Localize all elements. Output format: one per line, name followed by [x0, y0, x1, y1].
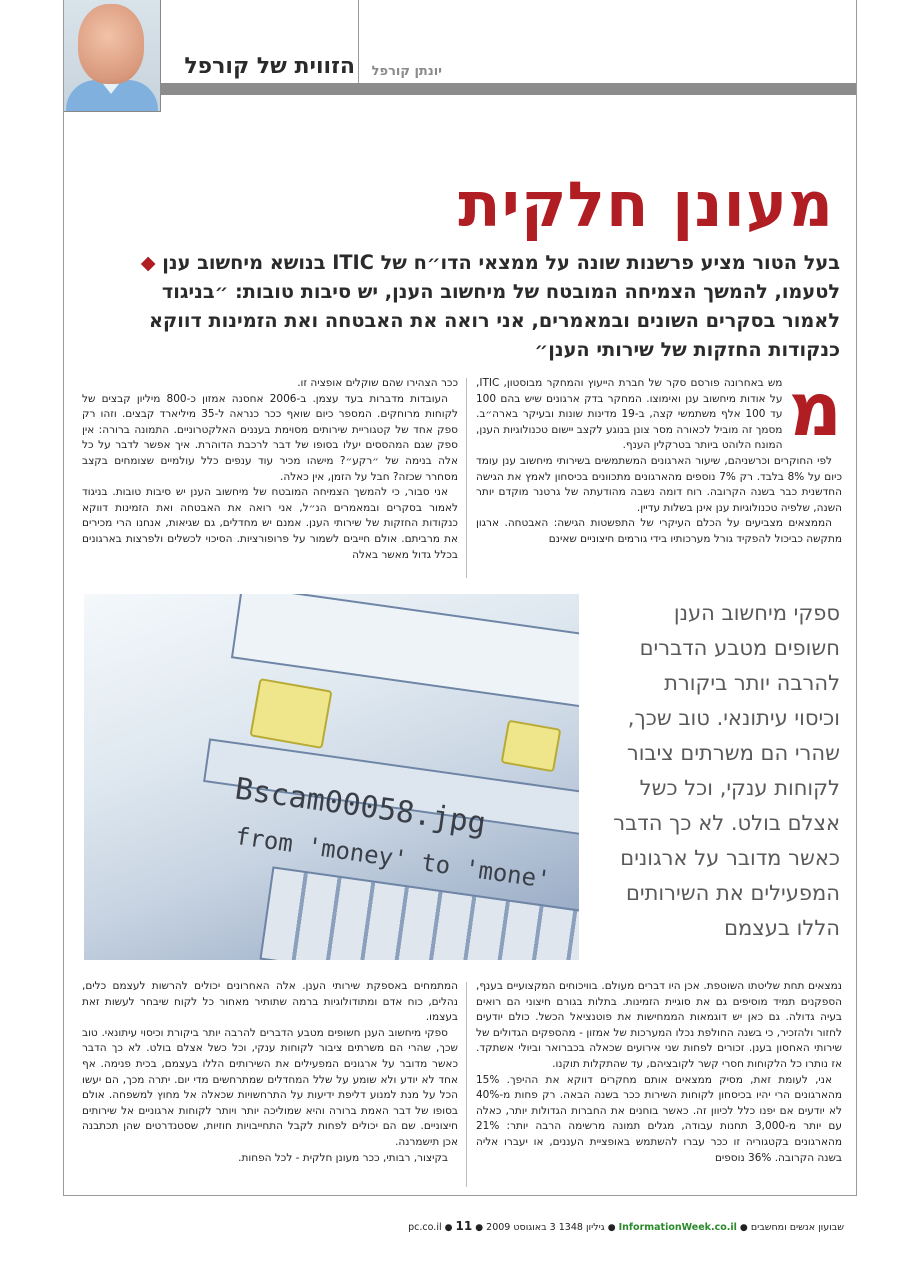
body-paragraph: המתמחים באספקת שירותי הענן. אלה האחרונים יכולים להרשות לעצמם כלים, נהלים, כוח אדם ומתודולוגיות ברמה שתותיר מאחור כל לקוח שיבחר לעשות זאת בעצמו. — [82, 980, 458, 1024]
bullet-icon: ● — [444, 1223, 453, 1233]
pull-quote — [592, 596, 840, 946]
author-name: יונתן קורפל — [371, 64, 442, 79]
body-column-upper-right — [476, 367, 842, 548]
header-bar — [160, 83, 856, 95]
page-number: 11 — [455, 1219, 473, 1233]
bullet-icon: ● — [739, 1223, 748, 1233]
body-paragraph: ספקי מיחשוב הענן חשופים מטבע הדברים להרבה יותר ביקורת וכיסוי עיתונאי. טוב שכך, שהרי הם משרתים ציבור לקוחות ענקי, וכל כשל אצלם בולט. לא כך הדבר כאשר מדובר על ארגונים המפעילים את השירותים הללו בעצמם, בכית פנימה. אף אחד לא יודע ולא שומע על שלל המחדלים שמתרחשים מדי יום. יתרה מכך, הם יעשו הכל על מנת למנוע דליפת ידיעות על התרחשויות שכאלה אל מחוץ למשפחה. אולם בסופו של דבר האמת ברורה והיא שמוליכה יותר ויותר לקוחות ארגוניים אל שירותים חיצוניים. שם הם יכולים לפחות לקבל התחייבויות חוזיות, שסטנדרטים שהן תכתבנה אכן תישמרנה. — [82, 1026, 458, 1148]
body-paragraph: העובדות מדברות בעד עצמן. ב-2006 אחסנה אמזון כ-800 מיליון קבצים של לקוחות מרוחקים. המספר כיום שואף ככר כנראה ל-35 מיליארד קבצים. וזהו רק ספק אחד של קטגוריית שירותים מסוימת בעננים האלקטרוניים. התמונה ברורה: אין ספק שגם המהססים יעלו בסופו של דבר לרכבת הדוהרת. איך אפשר לדבר על כל אלה בנימה של ״רקע״? מישהו מכיר עוד ענפים כלל עולמיים שצומחים בקצב מסחרר שכזה? חבל על הזמן, אין כאלה. — [82, 392, 458, 483]
article-headline: מעונן חלקית — [458, 168, 834, 241]
footer-url: pc.co.il — [408, 1222, 442, 1233]
pull-quote-line: ספקי מיחשוב הענן — [673, 601, 840, 625]
column-divider-lower — [466, 982, 467, 1187]
pull-quote-line: חשופים מטבע הדברים — [639, 636, 840, 660]
article-lead — [120, 248, 840, 364]
pull-quote-line: להרבה יותר ביקורת — [664, 671, 840, 695]
footer-site: InformationWeek.co.il — [618, 1222, 737, 1233]
author-photo-face — [78, 4, 144, 84]
footer-publication: שבועון אנשים ומחשבים — [750, 1222, 844, 1233]
pull-quote-line: לקוחות ענקי, וכל כשל — [639, 776, 840, 800]
photo-text-rename: from 'money' to 'mone' — [233, 822, 553, 894]
pull-quote-line: הללו בעצמם — [724, 916, 840, 940]
bullet-icon: ● — [475, 1223, 484, 1233]
body-paragraph: נמצאים תחת שליטתו השוטפת. אכן היו דברים מעולם. בוויכוחים המקצועיים בענף, הספקנים תמיד מוסיפים גם את סוגיית הזמינות. בתלות בגורם חיצוני הם רואים בעיה גדולה. גם כאן יש דוגמאות הממחישות את פוטנציאל הכשל. כולם יודעים לחזור ולהזכיר, כי בשנה החולפת נכלו המערכות של אמזון - מהספקים הגדולים של שירותי האחסון בענן. זכורים לפחות שני אירועים שכאלה בכברואר וביולי אשתקד. אז נותרו כל הלקוחות חסרי קשר לקובציהם, עד שהתקלות תוקנו. — [476, 980, 842, 1070]
lead-part-1: בעל הטור מציע פרשנות שונה על ממצאי הדו״ח של ITIC בנושא מיחשוב ענן — [162, 251, 840, 274]
body-column-lower-left — [82, 979, 458, 1166]
body-column-lower-right — [476, 979, 842, 1166]
body-paragraph: לפי החוקרים וכרשניהם, שיעור הארגונים המשתמשים בשירותי מיחשוב ענן עומד כיום על 8% בלבד. רק 7% נוספים מהארגונים מתכוונים בכיסחון לאמץ את הגישה החדשנית כבר בשנה הקרובה. רוח דומה נשבה מהודעתה של גרטנר מוקדם יותר השנה, שלפיה טכנולוגיות ענן אינן בשלות עדיין. — [476, 454, 842, 514]
photo-text-filename: Bscam00058.jpg — [232, 771, 489, 842]
footer-date: 3 באוגוסט 2009 — [486, 1222, 556, 1233]
body-paragraph: מש באחרונה פורסם סקר של חברת הייעוץ והמחקר מבוסטון, ITIC, על אודות מיחשוב ענן ואימוצו. המחקר בדק ארגונים שיש בהם 100 עד 100 אלף משתמשי קצה, ב-19 מדינות שונות ובעיקר בארה״ב. מסמך זה מוביל לכאורה מסר צונן בנוגע לקצב יישום טכנולוגיות הענן, המונח הלוהט ביותר בטרקלין הענף. — [476, 377, 783, 452]
article-photo — [84, 594, 579, 960]
body-paragraph: ככר הצהירו שהם שוקלים אופציה זו. — [297, 377, 458, 389]
pull-quote-line: המפעילים את השירותים — [626, 881, 840, 905]
folder-icon — [501, 720, 562, 773]
bullet-icon: ● — [607, 1223, 616, 1233]
diamond-icon: ◆ — [140, 251, 156, 274]
pull-quote-line: שהרי הם משרתים ציבור — [626, 741, 840, 765]
pull-quote-line: וכיסוי עיתונאי. טוב שכך, — [627, 706, 840, 730]
header-divider — [358, 0, 359, 86]
body-column-upper-left — [82, 376, 458, 563]
pull-quote-line: כאשר מדובר על ארגונים — [620, 846, 840, 870]
body-paragraph: אני, לעומת זאת, מסיק ממצאים אותם מחקרים דווקא את ההיפך. 15% מהארגונים הרי יהיו בכיסחון לקוחות השירות ככר בשנה הבאה. רק פחות מ-40% לא יודעים אם יפנו כלל לכיוון זה. כאשר בוחנים את החברות הגדולות יותר, כאלה עם יותר מ-3,000 תחנות עבודה, מגלים תמונה מרשימה הרבה יותר: 21% מהארגונים בקטגוריה זו ככר עברו להשתמש באופציית העננים, או יעברו אליה בשנה הקרובה. 36% נוספים — [476, 1073, 842, 1164]
body-paragraph: אני סבור, כי להמשך הצמיחה המובטח של מיחשוב הענן יש סיבות טובות. בניגוד לאמור בסקרים ובמאמרים הנ״ל, אני רואה את האבטחה ואת הזמינות דווקא כנקודות החזקות של שירותי הענן. אמנם יש מחדלים, גם שגיאות, אנחנו הרי מכירים את מרביתם. אולם חייבים לשמור על פרופורציות. הסיכוי לכשלים ולפרצות בארגונים בכלל גדול מאשר באלה — [82, 486, 458, 561]
column-divider-upper — [466, 378, 467, 578]
drop-cap: מ — [788, 367, 842, 453]
page-footer — [64, 1219, 844, 1233]
body-paragraph: בקיצור, רבותי, ככר מעונן חלקית - לכל הפחות. — [238, 1151, 448, 1164]
column-title: הזווית של קורפל — [184, 54, 355, 79]
lead-part-2: לטעמו, להמשך הצמיחה המובטח של מיחשוב הענן, יש סיבות טובות: ״בניגוד לאמור בסקרים השונים ובמאמרים, אני רואה את האבטחה ואת הזמינות דווקא כנקודות החזקות של שירותי הענן״ — [148, 280, 840, 361]
footer-issue: גיליון 1348 — [558, 1222, 605, 1233]
author-photo — [64, 0, 161, 112]
folder-icon — [249, 678, 332, 749]
pull-quote-line: אצלם בולט. לא כך הדבר — [613, 811, 840, 835]
body-paragraph: הממצאים מצביעים על הכלם העיקרי של התפשטות הגישה: האבטחה. ארגון מתקשה כביכול להפקיד גורל מערכותיו בידי גורמים חיצוניים שאינם — [476, 517, 842, 545]
